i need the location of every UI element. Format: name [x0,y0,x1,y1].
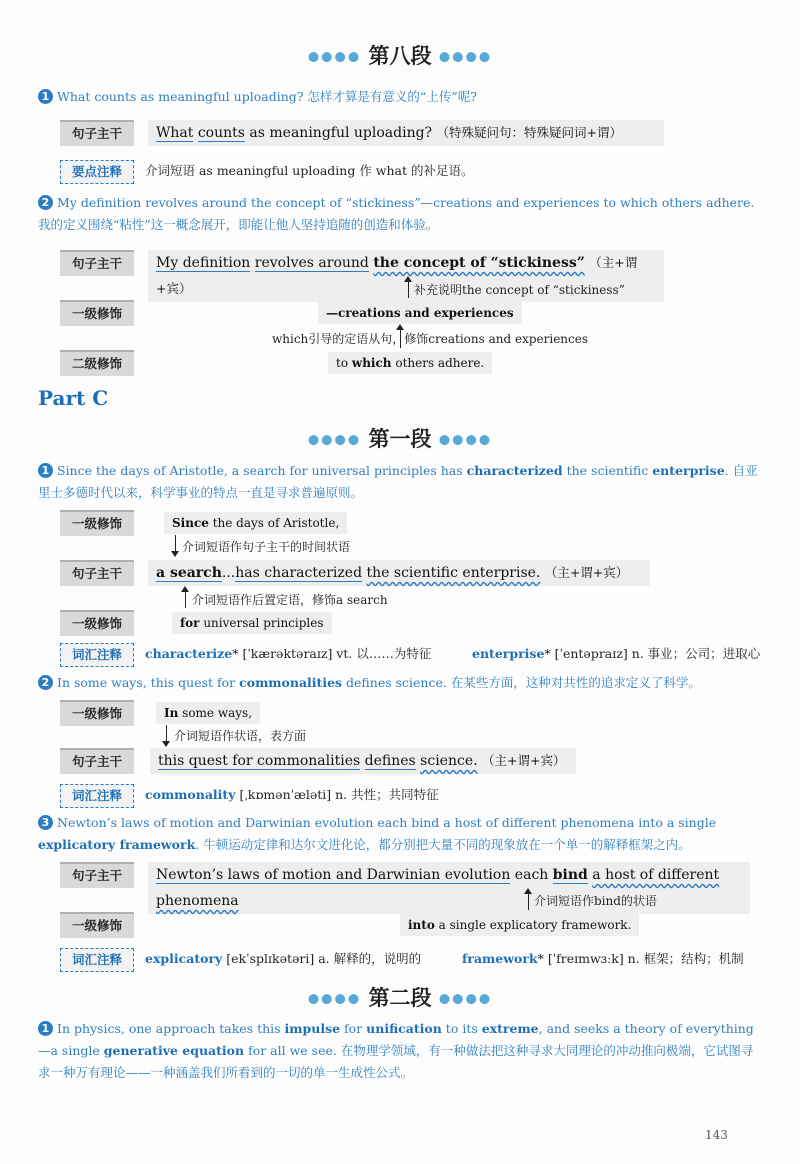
core-verb: counts [197,125,245,141]
sentence-2-1 [38,1018,758,1084]
arrow-note: 介词短语作后置定语，修饰a search [192,593,388,607]
modifier-text [164,512,347,534]
vocab-entry [145,785,439,805]
sentence-8-2 [38,192,758,236]
mod-part: a single explicatory framework. [434,918,632,932]
sentence-text-en: My definition revolves around the concept of “stickiness”—creations and experiences to which others adhere. [57,195,755,210]
mod-part: others adhere. [391,356,485,370]
modifier-text [400,914,639,936]
sentence-text-cn: 我的定义围绕“粘性”这一概念展开，即能让他人坚持追随的创造和体验。 [38,217,439,232]
mod-keyword: which [351,356,392,370]
key-note-text: 介词短语 as meaningful uploading 作 what 的补足语。 [145,163,474,178]
core-sentence [148,560,650,586]
vocab-entry [145,644,431,664]
vocab-word: characterize [145,646,233,661]
modifier-label-2: 二级修饰 [60,350,134,376]
core-verb: defines [364,753,416,769]
heading-dots-right: ●●●● [438,991,493,1007]
arrow-down-icon [171,551,179,557]
section-heading-8 [0,40,800,70]
vocab-word: enterprise [472,646,545,661]
mod-keyword: In [164,706,179,720]
core-object: the concept of “stickiness” [373,255,585,271]
core-verb: bind [552,867,588,883]
sentence-text: for all we see. 在物理学领域，有一种做法把这种寻求大同理论的冲动推向极端，它试图寻求一种万有理论——一种涵盖我们所看到的一切的单一生成性公式。 [38,1043,754,1080]
core-subject: a search [156,565,222,581]
modifier-label: 一级修饰 [60,610,134,636]
core-sentence [148,862,750,914]
key-word: impulse [284,1021,341,1036]
vocab-label: 词汇注释 [60,948,134,972]
heading-dots-right: ●●●● [438,432,493,448]
sentence-1-3 [38,812,758,856]
sentence-1-2 [38,672,758,694]
vocab-label: 词汇注释 [60,784,134,808]
key-word: explicatory framework [38,837,196,852]
vocab-entry [145,949,421,969]
vocab-label: 词汇注释 [60,643,134,667]
modifier-text-2 [328,352,492,374]
mod-part: some ways, [178,706,253,720]
core-subject: What [156,125,194,141]
vocab-entry [462,949,744,969]
core-label: 句子主干 [60,560,134,586]
modifier-label: 一级修饰 [60,912,134,938]
mod-keyword: into [408,918,435,932]
vocab-word: explicatory [145,951,223,966]
key-word: commonalities [239,675,343,690]
sentence-text: to its [441,1021,482,1036]
key-word: characterized [466,463,563,478]
arrow-down-icon [162,741,170,747]
heading-dots-left: ●●●● [307,432,362,448]
connector-line [408,280,409,298]
vocab-entry [472,644,760,664]
core-label: 句子主干 [60,250,134,276]
sentence-number: 1 [38,1021,53,1036]
sentence-text: . 自亚里士多德时代以来，科学事业的特点一直是寻求普遍原则。 [38,463,758,500]
sentence-1-1 [38,460,758,504]
mod-keyword: for [180,616,200,630]
sentence-text: defines science. 在某些方面，这种对共性的追求定义了科学。 [342,675,701,690]
core-label: 句子主干 [60,120,134,146]
arrow-note: 介词短语作句子主干的时间状语 [182,540,351,554]
arrow-note: 介词短语作状语，表方面 [174,729,307,743]
modifier-label: 一级修饰 [60,510,134,536]
vocab-definition: [ˌkɒmənˈæləti] n. 共性；共同特征 [235,787,439,802]
core-verb: has characterized [235,565,363,581]
mod-keyword: Since [172,516,209,530]
core-label: 句子主干 [60,748,134,774]
section-heading-2 [0,982,800,1012]
ellipsis: ... [221,565,236,581]
part-heading: Part C [38,386,109,410]
core-sentence [150,748,576,774]
vocab-definition: * [ˈfreɪmwɜːk] n. 框架；结构；机制 [537,951,744,966]
sentence-text: In physics, one approach takes this [57,1021,285,1036]
sentence-number: 3 [38,815,53,830]
key-word: extreme [481,1021,539,1036]
arrow-note: 补充说明the concept of “stickiness” [414,283,625,297]
modifier-text [156,702,260,724]
sentence-text: , and seeks a theory of everything—a single [38,1021,754,1058]
section-title: 第八段 [368,44,432,68]
core-verb: revolves around [254,255,369,271]
key-note-label: 要点注释 [60,160,134,184]
vocab-definition: * [ˈentəpraɪz] n. 事业；公司；进取心 [544,646,761,661]
arrow-up-icon [524,888,532,894]
mod-part: to [336,356,352,370]
arrow-note: which引导的定语从句，修饰creations and experiences [272,332,589,346]
vocab-definition: * [ˈkærəktəraɪz] vt. 以……为特征 [232,646,432,661]
sentence-number: 2 [38,195,53,210]
modifier-text [172,612,332,634]
core-note: （特殊疑问句：特殊疑问词+谓） [436,125,623,140]
page-number: 143 [705,1128,728,1142]
heading-dots-right: ●●●● [438,49,493,65]
sentence-text: Since the days of Aristotle, a search for universal principles has [57,463,467,478]
arrow-up-icon [181,586,189,592]
core-subject: this quest for commonalities [158,753,361,769]
key-word: unification [366,1021,442,1036]
connector-line [185,590,186,608]
core-subject: Newton’s laws of motion and Darwinian evolution [156,867,511,883]
modifier-label: 一级修饰 [60,700,134,726]
vocab-word: commonality [145,787,236,802]
sentence-number: 1 [38,89,53,104]
sentence-8-1 [38,86,758,108]
mod-part: universal principles [199,616,324,630]
sentence-number: 1 [38,463,53,478]
core-note: （主+谓+宾） [482,753,566,768]
core-subject: My definition [156,255,251,271]
arrow-up-icon [404,276,412,282]
modifier-text: —creations and experiences [318,302,522,324]
core-label: 句子主干 [60,862,134,888]
modifier-label: 一级修饰 [60,300,134,326]
vocab-word: framework [462,951,538,966]
core-rest: as meaningful uploading? [249,125,433,141]
arrow-note: 介词短语作bind的状语 [534,894,657,908]
core-object: science. [420,753,478,769]
sentence-text: Newton’s laws of motion and Darwinian evolution each bind a host of different phenomena into a single [57,815,717,830]
sentence-text: . 牛顿运动定律和达尔文进化论，都分别把大量不同的现象放在一个单一的解释框架之内。 [195,837,691,852]
connector-line [528,892,529,910]
sentence-text: In some ways, this quest for [57,675,240,690]
core-object: a host of different phenomena [156,867,720,909]
sentence-text: What counts as meaningful uploading? 怎样才算是有意义的“上传”呢? [57,89,477,104]
core-part: each [510,867,553,883]
section-title: 第二段 [368,986,432,1010]
sentence-text: for [340,1021,367,1036]
core-sentence [148,120,664,146]
core-object: the scientific enterprise. [366,565,541,581]
key-word: enterprise [652,463,725,478]
key-word: generative equation [103,1043,245,1058]
sentence-text: the scientific [562,463,653,478]
vocab-definition: [ekˈsplɪkətəri] a. 解释的，说明的 [222,951,422,966]
core-note: （主+谓+宾） [156,255,638,296]
sentence-number: 2 [38,675,53,690]
heading-dots-left: ●●●● [307,991,362,1007]
heading-dots-left: ●●●● [307,49,362,65]
section-title: 第一段 [368,427,432,451]
core-note: （主+谓+宾） [544,565,629,580]
mod-part: the days of Aristotle, [208,516,340,530]
section-heading-1 [0,423,800,453]
